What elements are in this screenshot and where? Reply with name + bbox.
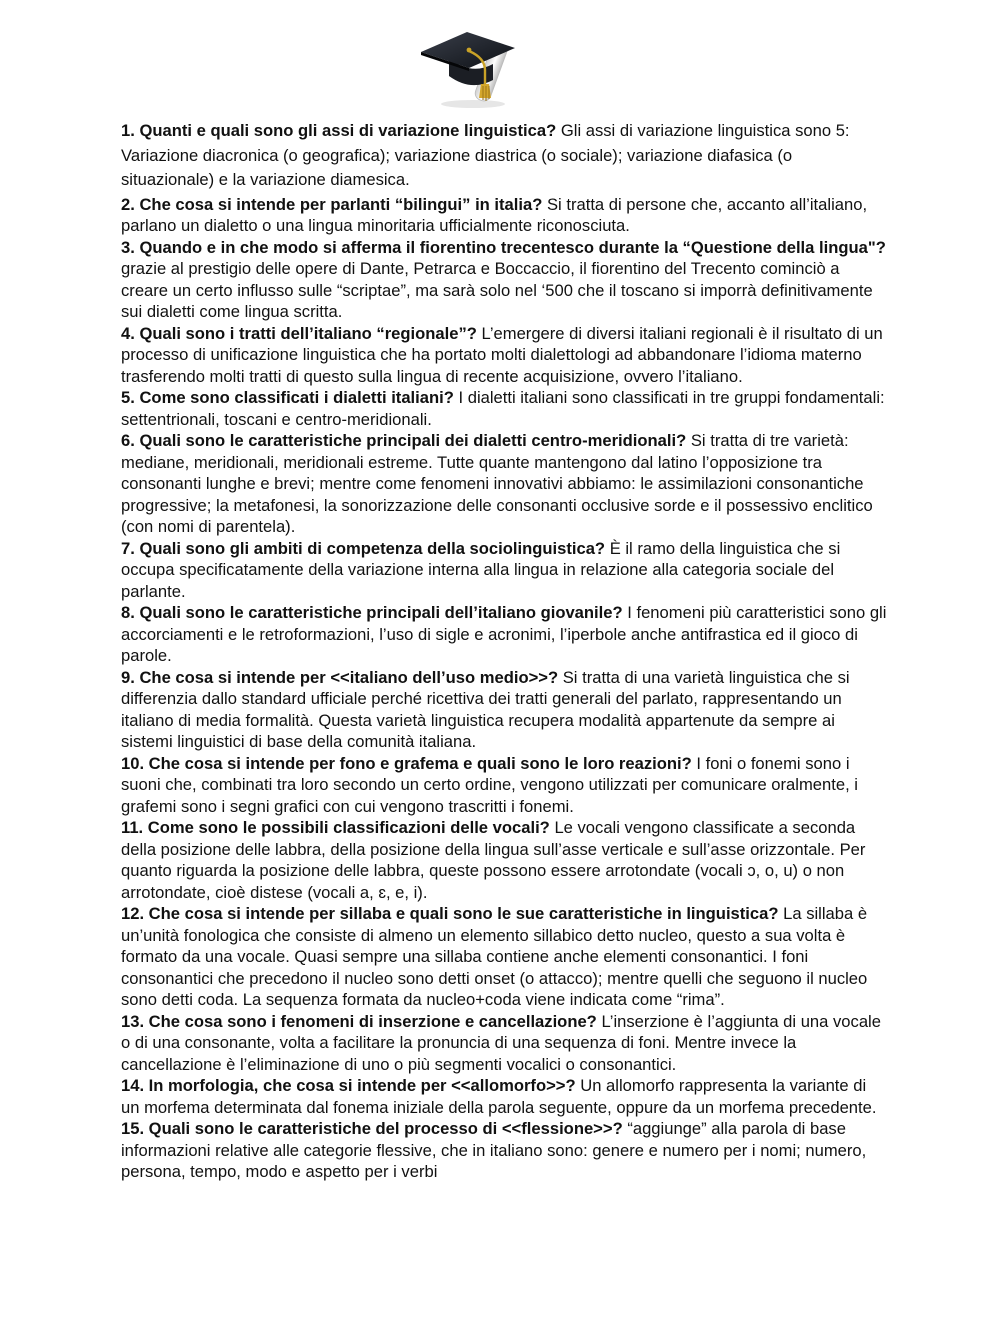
list-item (121, 119, 887, 193)
answer-text: Gli assi di variazione linguistica sono 5: Variazione diacronica (o geografica); variazione diastrica (o sociale); variazione diafasica (o situazionale) e la variazione diamesica. (121, 121, 850, 189)
faq-list (121, 119, 887, 1183)
question-text: 3. Quando e in che modo si afferma il fiorentino trecentesco durante la “Questione della lingua"? (121, 237, 886, 257)
question-text: 2. Che cosa si intende per parlanti “bilingui” in italia? (121, 194, 543, 214)
answer-text: L’emergere di diversi italiani regionali è il risultato di un processo di unificazione linguistica che ha portato molti dialettologi ad abbandonare l’idioma materno trasferendo molti tratti di questo sulla lingua di recente acquisizione, ovvero l’italiano. (121, 323, 883, 386)
list-item (121, 753, 887, 818)
question-text: 10. Che cosa si intende per fono e grafema e quali sono le loro reazioni? (121, 753, 692, 773)
answer-text: L’inserzione è l’aggiunta di una vocale o di una consonante, volta a facilitare la pronuncia di una sequenza di foni. Mentre invece la cancellazione è l’eliminazione di uno o più segmenti vocalici o consonantici. (121, 1011, 881, 1074)
list-item (121, 237, 887, 323)
list-item (121, 1075, 887, 1118)
question-text: 1. Quanti e quali sono gli assi di variazione linguistica? (121, 121, 557, 140)
list-item (121, 667, 887, 753)
answer-text: Un allomorfo rappresenta la variante di un morfema determinata dal fonema iniziale della parola seguente, oppure da un morfema precedente. (121, 1076, 877, 1117)
answer-text: I dialetti italiani sono classificati in tre gruppi fondamentali: settentrionali, toscani e centro-meridionali. (121, 388, 885, 429)
answer-text: È il ramo della linguistica che si occupa specificatamente della variazione interna alla lingua in relazione alla categoria sociale del parlante. (121, 538, 841, 601)
answer-text: grazie al prestigio delle opere di Dante, Petrarca e Boccaccio, il fiorentino del Trecento cominciò a creare un certo influsso sulle “scriptae”, ma sarà solo nel ‘500 che il toscano si imporrà definitivamente sui dialetti come lingua scritta. (121, 259, 873, 321)
answer-text: Si tratta di persone che, accanto all’italiano, (542, 194, 868, 214)
answer-text: I foni o fonemi sono i suoni che, combinati tra loro secondo un certo ordine, vengono utilizzati per comunicare oralmente, i grafemi sono i segni grafici con cui vengono trascritti i fonemi. (121, 753, 858, 816)
question-text: 13. Che cosa sono i fenomeni di inserzione e cancellazione? (121, 1011, 597, 1031)
list-item (121, 194, 887, 237)
list-item (121, 903, 887, 1011)
question-text: 12. Che cosa si intende per sillaba e quali sono le sue caratteristiche in linguistica? (121, 904, 779, 923)
list-item (121, 387, 887, 430)
question-text: 4. Quali sono i tratti dell’italiano “regionale”? (121, 323, 477, 343)
question-text: 5. Come sono classificati i dialetti italiani? (121, 388, 454, 407)
list-item (121, 1118, 887, 1183)
question-text: 6. Quali sono le caratteristiche principali dei dialetti centro-meridionali? (121, 431, 687, 450)
answer-text: Si tratta di una varietà linguistica che si differenzia dallo standard ufficiale perché ricettiva dei tratti generali del parlato, rappresentando un italiano di media formalità. Questa varietà linguistica recupera modalità appartenute da sempre ai sistemi linguistici di base della comunità italiana. (121, 667, 850, 751)
list-item (121, 323, 887, 388)
answer-text: Si tratta di tre varietà: mediane, meridionali, meridionali estreme. Tutte quante mantengono dal latino l’opposizione tra consonanti lunghe e brevi; mentre come fenomeni innovativi abbiamo: le assimilazioni consonantiche progressive; la metafonesi, la sonorizzazione delle consonanti occlusive sorde e il possessivo enclitico (con nomi di parentela). (121, 431, 873, 536)
question-text: 15. Quali sono le caratteristiche del processo di <<flessione>>? (121, 1119, 623, 1138)
list-item (121, 538, 887, 603)
list-item (121, 817, 887, 903)
question-text: 8. Quali sono le caratteristiche principali dell’italiano giovanile? (121, 603, 623, 622)
answer-text-continued: parlano un dialetto o una lingua minoritaria ufficialmente riconosciuta. (121, 216, 630, 235)
list-item (121, 1011, 887, 1076)
answer-text: Le vocali vengono classificate a seconda della posizione delle labbra, della posizione della lingua sull’asse verticale e sull’asse orizzontale. Per quanto riguarda la posizione delle labbra, queste possono essere arrotondate (vocali ɔ, o, u) o non arrotondate, cioè distese (vocali a, ɛ, e, i). (121, 818, 866, 902)
list-item (121, 430, 887, 538)
question-text: 7. Quali sono gli ambiti di competenza della sociolinguistica? (121, 538, 606, 558)
answer-text: La sillaba è un’unità fonologica che consiste di almeno un elemento sillabico detto nucleo, questo a sua volta è formato da una vocale. Quasi sempre una sillaba contiene anche elementi consonantici. I foni consonantici che precedono il nucleo sono detti onset (o attacco); mentre quelli che seguono il nucleo sono detti coda. La sequenza formata da nucleo+coda viene indicata come “rima”. (121, 904, 868, 1009)
question-text: 9. Che cosa si intende per <<italiano dell’uso medio>>? (121, 667, 559, 687)
answer-text: I fenomeni più caratteristici sono gli accorciamenti e le retroformazioni, l’uso di sigle e acronimi, l’iperbole anche antifrastica ed il gioco di parole. (121, 603, 887, 665)
question-text: 11. Come sono le possibili classificazioni delle vocali? (121, 818, 550, 837)
question-text: 14. In morfologia, che cosa si intende per <<allomorfo>>? (121, 1076, 576, 1095)
answer-text: “aggiunge” alla parola di base informazioni relative alle categorie flessive, che in italiano sono: genere e numero per i nomi; numero, persona, tempo, modo e aspetto per i verbi (121, 1119, 867, 1181)
list-item (121, 602, 887, 667)
graduation-cap-with-diploma-icon (413, 24, 523, 110)
